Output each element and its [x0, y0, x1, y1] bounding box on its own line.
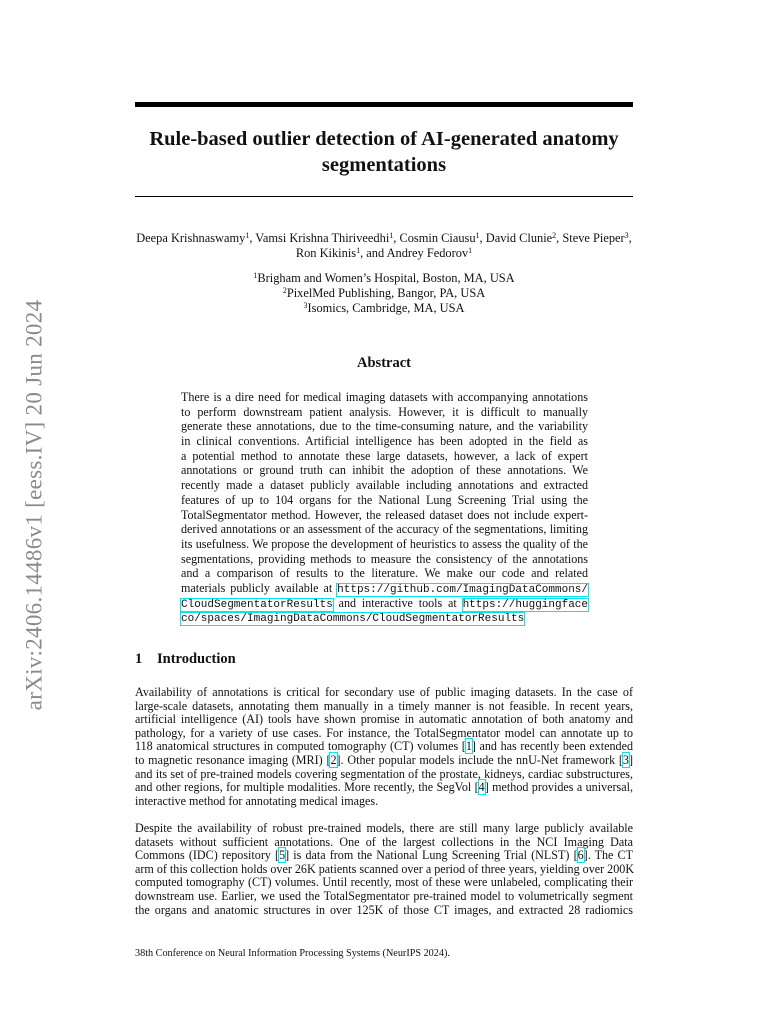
paragraph-text: is data from the National Lung Screening Trial (NLST): [289, 848, 574, 863]
paragraph-text: . The CT: [587, 848, 634, 863]
paragraph-text: . Other popular models include the nnU-Net framework: [340, 752, 619, 767]
paragraph-line: Commons (IDC) repository [5] is data from the National Lung Screening Trial (NLST) [6]. The CT: [135, 848, 634, 863]
paragraph-text: and other regions, for multiple modalities. More recently, the SegVol: [135, 780, 475, 795]
author-name: , and Andrey Fedorov: [360, 246, 469, 260]
abstract-line: recently made a dataset publicly available including annotations and extracted: [181, 478, 588, 493]
abstract-line: features of up to 104 organs for the National Lung Screening Trial using the: [181, 492, 588, 507]
paragraph-line: and other regions, for multiple modalities. More recently, the SegVol [4] method provides a universal,: [135, 780, 633, 795]
abstract-line: segmentations, providing methods to measure the consistency of the annotations: [181, 551, 588, 566]
citation-link[interactable]: 6: [577, 848, 584, 863]
affiliation-marker: 3: [303, 301, 308, 310]
paragraph-line: to magnetic resonance imaging (MRI) [2]. Other popular models include the nnU-Net framework [3]: [135, 752, 633, 767]
affiliation: [135, 271, 633, 286]
paragraph-line: interactive method for annotating medical images.: [135, 793, 379, 808]
abstract-line: [181, 581, 588, 596]
abstract-line: to perform downstream patient analysis. However, it is difficult to manually: [181, 404, 588, 419]
author-name: Ron Kikinis: [295, 246, 357, 260]
author-line-2: [120, 246, 648, 261]
affiliation-marker: 1: [253, 271, 258, 280]
affiliation-marker: 2: [282, 286, 287, 295]
abstract-heading: Abstract: [357, 355, 411, 371]
citation-link[interactable]: 1: [465, 739, 472, 754]
affiliation: [135, 286, 633, 301]
affiliation-text: Brigham and Women’s Hospital, Boston, MA, USA: [257, 271, 515, 285]
paragraph-text: method provides a universal,: [488, 780, 633, 795]
paragraph-line: 118 anatomical structures in computed tomography (CT) volumes [1] and has recently been extended: [135, 739, 634, 754]
intro-paragraph-2: [135, 822, 633, 917]
paragraph-text: to magnetic resonance imaging (MRI): [135, 752, 327, 767]
section-title: Introduction: [157, 651, 236, 667]
arxiv-identifier: [18, 275, 50, 735]
abstract-body: [181, 390, 588, 625]
title-line-2: segmentations: [321, 154, 447, 176]
affiliation-marker: 3: [624, 231, 629, 240]
abstract-line: annotations or ground truth can inhibit the adoption of these annotations. We: [181, 463, 588, 478]
affiliation-marker: 1: [475, 231, 480, 240]
author-name: , David Clunie: [479, 231, 553, 245]
abstract-line: generate these annotations, due to the time-consuming nature, and the variability: [181, 419, 588, 434]
abstract-text: and interactive tools at: [332, 595, 463, 610]
arxiv-identifier-text: arXiv:2406.14486v1 [eess.IV] 20 Jun 2024: [21, 299, 46, 711]
abstract-line: in clinical conventions. Artificial intelligence has been adopted in the field as: [181, 434, 588, 449]
citation-link[interactable]: 4: [478, 780, 485, 795]
paragraph-line: downstream use. Earlier, we used the TotalSegmentator pre-trained model to volumetrically segment: [135, 888, 633, 903]
abstract-line: TotalSegmentator method. However, the released dataset does not include expert-: [181, 507, 588, 522]
author-separator: ,: [628, 231, 632, 245]
abstract-line: There is a dire need for medical imaging datasets with accompanying annotations: [181, 390, 588, 404]
title-bottom-rule: [135, 196, 633, 197]
affiliation: [135, 301, 633, 316]
citation-link[interactable]: 5: [279, 848, 286, 863]
paragraph-line: the organs and anatomic structures in over 125K of those CT images, and extracted 28 radiomics: [135, 902, 633, 917]
author-line-1: [120, 231, 648, 246]
citation-link[interactable]: 2: [330, 752, 337, 767]
abstract-line: and a comparison of results to the literature. We make our code and related: [181, 566, 588, 581]
section-number: 1: [135, 651, 143, 667]
paper-title: [135, 126, 633, 178]
paragraph-line: Availability of annotations is critical for secondary use of public imaging datasets. In the case of: [135, 685, 633, 699]
affiliation-marker: 1: [356, 246, 361, 255]
abstract-line: [181, 610, 588, 625]
abstract-line: derived annotations or an assessment of the accuracy of the segmentations, limiting: [181, 522, 588, 537]
affiliation-marker: 1: [389, 231, 394, 240]
paragraph-line: computed tomography (CT) volumes. Until recently, most of these were unlabeled, complicating their: [135, 875, 633, 890]
abstract-line: a potential method to annotate these large datasets, however, a lack of expert: [181, 448, 588, 463]
github-link[interactable]: https://github.com/ImagingDataCommons/: [337, 583, 588, 596]
paragraph-text: and has recently been extended: [475, 739, 634, 754]
paragraph-line: datasets without sufficient annotations. One of the largest collections in the NCI Imaging Data: [135, 834, 633, 849]
paragraph-line: pathology, for a variety of use cases. For instance, the TotalSegmentator model can annotate up to: [135, 725, 633, 740]
paragraph-text: Commons (IDC) repository: [135, 848, 276, 863]
author-list: [120, 231, 648, 261]
affiliation-list: [135, 271, 633, 316]
author-name: , Cosmin Ciausu: [393, 231, 476, 245]
paragraph-line: and its set of pre-trained models covering segmentation of the prostate, kidneys, cardiac substructures,: [135, 766, 633, 781]
title-line-1: Rule-based outlier detection of AI-generated anatomy: [149, 128, 619, 150]
citation-link[interactable]: 3: [622, 752, 629, 767]
huggingface-link[interactable]: https://huggingface: [462, 598, 588, 611]
author-name: , Steve Pieper: [556, 231, 625, 245]
author-name: , Vamsi Krishna Thiriveedhi: [249, 231, 390, 245]
abstract-line: its usefulness. We propose the development of heuristics to assess the quality of the: [181, 536, 588, 551]
paragraph-line: arm of this collection holds over 26K patients scanned over a period of three years, yielding over 200K: [135, 861, 635, 876]
paragraph-line: artificial intelligence (AI) tools have shown promise in automatic annotation of both anatomy and: [135, 712, 633, 727]
paragraph-text: 118 anatomical structures in computed tomography (CT) volumes: [135, 739, 462, 754]
abstract-text: materials publicly available at: [181, 580, 338, 595]
section-heading-introduction: [135, 651, 236, 668]
title-top-rule: [135, 102, 633, 107]
intro-paragraph-1: [135, 686, 633, 808]
affiliation-marker: 2: [552, 231, 557, 240]
abstract-line: [181, 596, 588, 611]
paragraph-line: Despite the availability of robust pre-trained models, there are still many large publicly available: [135, 821, 633, 835]
author-name: Deepa Krishnaswamy: [136, 231, 246, 245]
paragraph-line: large-scale datasets, annotating them manually in a timely manner is not feasible. In recent years,: [135, 698, 633, 713]
conference-footer: 38th Conference on Neural Information Processing Systems (NeurIPS 2024).: [135, 948, 450, 959]
affiliation-text: Isomics, Cambridge, MA, USA: [307, 301, 465, 315]
huggingface-link-continued[interactable]: co/spaces/ImagingDataCommons/CloudSegmentatorResults: [181, 613, 525, 626]
affiliation-text: PixelMed Publishing, Bangor, PA, USA: [286, 286, 486, 300]
github-link-continued[interactable]: CloudSegmentatorResults: [181, 598, 333, 611]
affiliation-marker: 1: [245, 231, 250, 240]
affiliation-marker: 1: [468, 246, 473, 255]
